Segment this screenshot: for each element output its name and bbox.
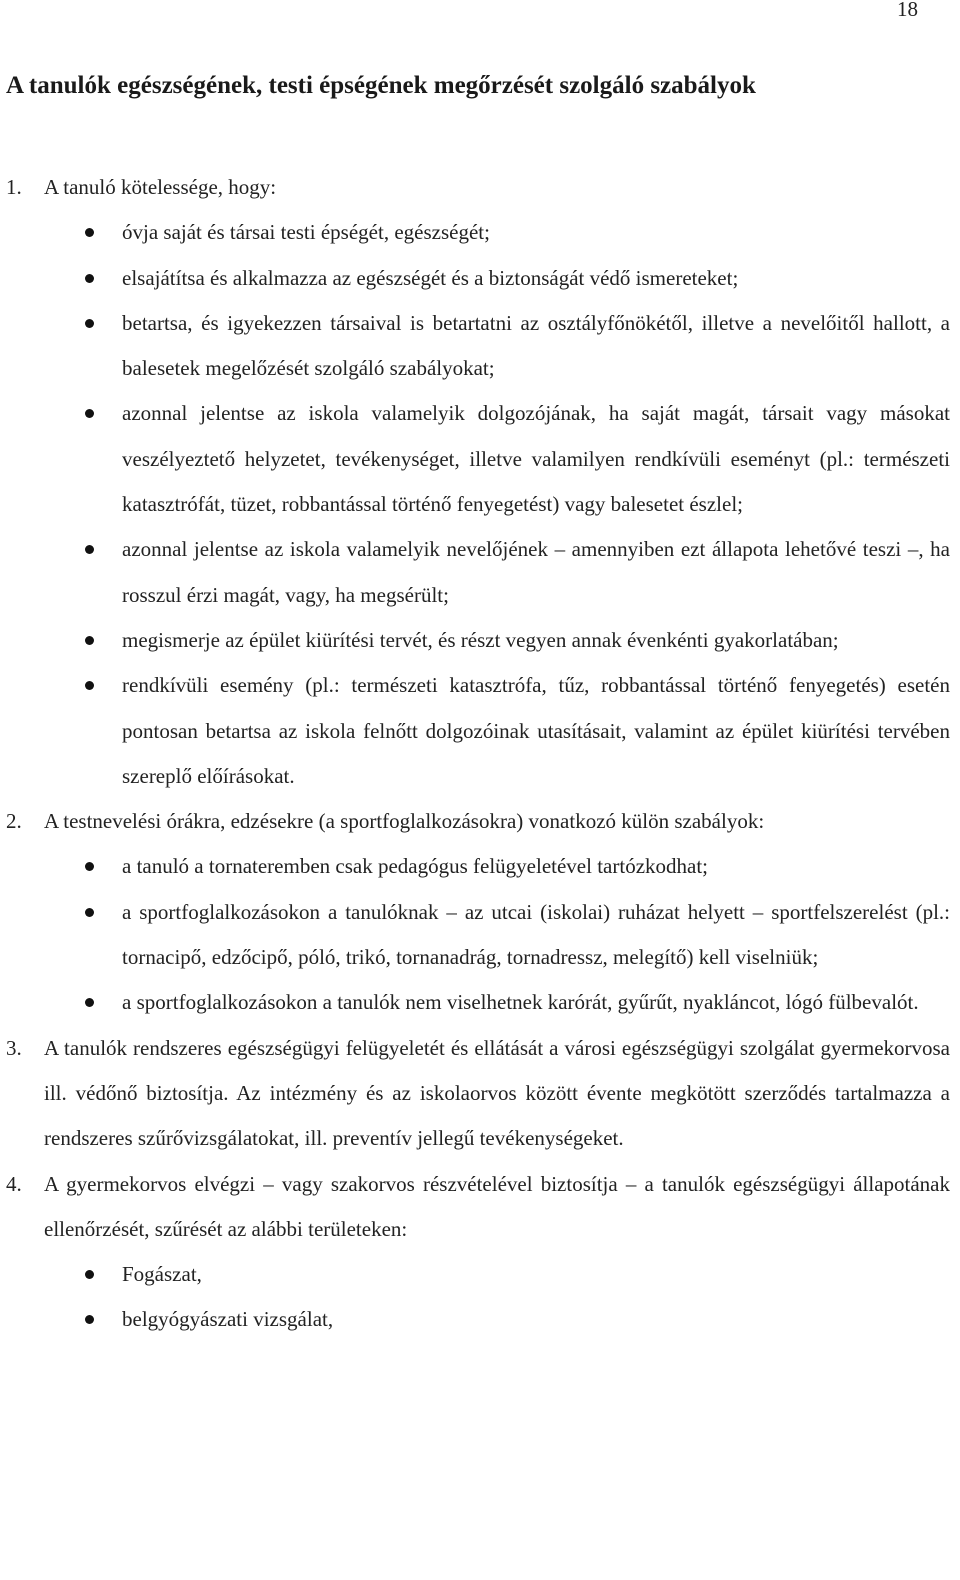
bullet-icon bbox=[85, 998, 94, 1007]
rule-item-4 bbox=[0, 1162, 960, 1253]
bullet-text: betartsa, és igyekezzen társaival is betartatni az osztályfőnökétől, illetve a nevelőitől hallott, a balesetek megelőzését szolgáló szabályokat; bbox=[122, 310, 950, 381]
item-text: A tanuló kötelessége, hogy: bbox=[44, 175, 277, 199]
item-number: 1. bbox=[6, 175, 22, 199]
bullet-icon bbox=[85, 862, 94, 871]
bullet-item bbox=[122, 256, 950, 301]
page-title: A tanulók egészségének, testi épségének megőrzését szolgáló szabályok bbox=[6, 72, 756, 99]
item-number: 2. bbox=[6, 809, 22, 834]
bullet-text: a sportfoglalkozásokon a tanulók nem viselhetnek karórát, gyűrűt, nyakláncot, lógó fülbevalót. bbox=[122, 990, 919, 1015]
bullet-item bbox=[122, 391, 950, 527]
bullet-item bbox=[122, 890, 950, 981]
bullet-icon bbox=[85, 1315, 94, 1324]
bullet-icon bbox=[85, 1270, 94, 1279]
item-text: A testnevelési órákra, edzésekre (a sportfoglalkozásokra) vonatkozó külön szabályok: bbox=[44, 809, 765, 834]
bullet-text: óvja saját és társai testi épségét, egészségét; bbox=[122, 220, 490, 245]
bullet-text: azonnal jelentse az iskola valamelyik dolgozójának, ha saját magát, társait vagy másokat veszélyeztető helyzetet, tevékenységet, illetve valamilyen rendkívüli eseményt (pl.: természeti katasztrófát, tüzet, robbantással történő fenyegetést) vagy balesetet észlel; bbox=[122, 401, 950, 517]
item-text: A gyermekorvos elvégzi – vagy szakorvos részvételével biztosítja – a tanulók egészségügyi állapotának ellenőrzését, szűrését az alábbi területeken: bbox=[44, 1171, 950, 1241]
bullet-item bbox=[122, 844, 950, 889]
bullet-text: elsajátítsa és alkalmazza az egészségét és a biztonságát védő ismereteket; bbox=[122, 265, 739, 290]
bullet-icon bbox=[85, 545, 94, 554]
bullet-icon bbox=[85, 274, 94, 283]
bullet-item bbox=[122, 210, 950, 255]
item-number: 4. bbox=[6, 1171, 22, 1196]
bullet-icon bbox=[85, 409, 94, 418]
bullet-item bbox=[122, 1297, 950, 1342]
bullet-item bbox=[122, 527, 950, 618]
bullet-item bbox=[122, 980, 950, 1025]
item-number: 3. bbox=[6, 1035, 22, 1060]
rule-item-2 bbox=[0, 799, 960, 844]
rules-list bbox=[0, 165, 960, 1343]
bullet-icon bbox=[85, 636, 94, 645]
bullet-item bbox=[122, 1252, 950, 1297]
rule-item-1 bbox=[0, 165, 960, 210]
bullet-item bbox=[122, 663, 950, 799]
bullet-icon bbox=[85, 228, 94, 237]
bullet-text: belgyógyászati vizsgálat, bbox=[122, 1307, 334, 1332]
bullet-text: a sportfoglalkozásokon a tanulóknak – az utcai (iskolai) ruházat helyett – sportfelszerelést (pl.: tornacipő, edzőcipő, póló, trikó, tornanadrág, tornadressz, melegítő) kell viselniük; bbox=[122, 899, 950, 970]
bullet-icon bbox=[85, 319, 94, 328]
bullet-item bbox=[122, 301, 950, 392]
bullet-item bbox=[122, 618, 950, 663]
bullet-icon bbox=[85, 681, 94, 690]
bullet-text: megismerje az épület kiürítési tervét, és részt vegyen annak évenkénti gyakorlatában; bbox=[122, 627, 839, 652]
item-text: A tanulók rendszeres egészségügyi felügyeletét és ellátását a városi egészségügyi szolgálat gyermekorvosa ill. védőnő biztosítja. Az intézmény és az iskolaorvos között évente megkötött szerződés tartalmazza a rendszeres szűrővizsgálatokat, ill. preventív jellegű tevékenységeket. bbox=[44, 1035, 950, 1151]
bullet-icon bbox=[85, 908, 94, 917]
bullet-text: a tanuló a tornateremben csak pedagógus felügyeletével tartózkodhat; bbox=[122, 854, 709, 879]
rule-item-3 bbox=[0, 1026, 960, 1162]
bullet-text: Fogászat, bbox=[122, 1262, 202, 1287]
bullet-text: azonnal jelentse az iskola valamelyik nevelőjének – amennyiben ezt állapota lehetővé teszi –, ha rosszul érzi magát, vagy, ha megsérült; bbox=[122, 537, 950, 607]
page-number: 18 bbox=[897, 0, 918, 21]
bullet-text: rendkívüli esemény (pl.: természeti katasztrófa, tűz, robbantással történő fenyegetés) esetén pontosan betartsa az iskola felnőtt dolgozóinak utasításait, valamint az épület kiürítési tervében szereplő előírásokat. bbox=[122, 673, 950, 788]
